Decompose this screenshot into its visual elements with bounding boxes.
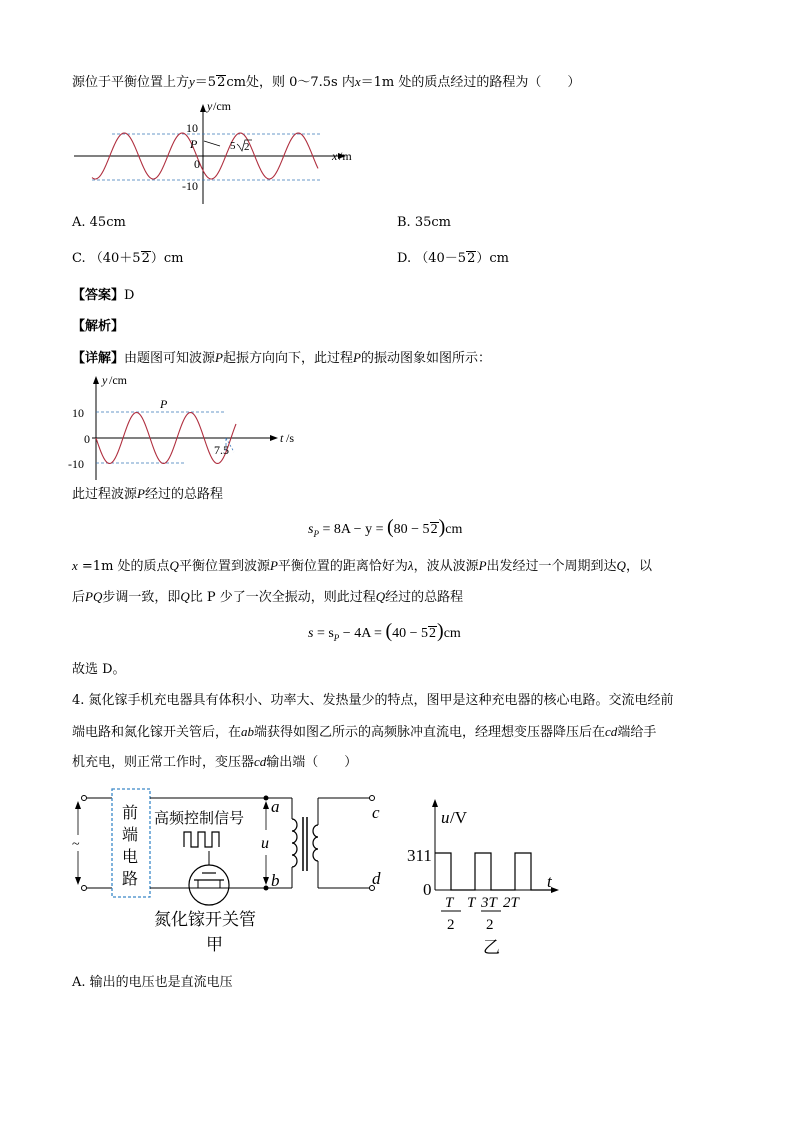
q4-text: 端给手 [617,725,657,740]
paragraph-2 [72,557,652,576]
annotation-sqrt-value: 2 [244,141,250,153]
stem-text: 源位于平衡位置上方 [72,75,190,90]
y-tick-top-2: 10 [72,406,84,420]
y-axis-arrow [200,104,206,112]
y-axis-2-label-var: y [102,373,108,387]
tick-t: T [467,895,476,911]
q4-text: 端电路和氮化镓开关管后，在 [72,725,242,740]
eq2-lparen: ( [385,620,393,642]
vibration-figure [66,368,306,484]
option-d[interactable] [397,250,509,268]
q4-option-a-text: A. 输出的电压也是直流电压 [72,975,233,990]
option-c[interactable] [72,250,183,268]
q4-line-3 [72,753,357,772]
q4-text: 机充电，则正常工作时，变压器 [72,755,255,770]
para-text: 经过的总路程 [385,590,464,605]
var-p: P [137,486,145,501]
para-text: 步调一致，即 [102,590,181,605]
front-circuit-label-2: 端 [122,827,139,844]
label-u: u [261,835,269,852]
point-p-label: P [190,137,198,151]
u-axis-label-var: u [441,808,450,827]
para-text: ，波从波源 [413,559,479,574]
option-d-text: D. （40－ [397,251,458,266]
gan-switch-icon [189,865,229,905]
tick-t-half-num: T [445,895,454,911]
q4-option-a[interactable] [72,974,233,992]
tick-3t-half-num: 3T [481,895,497,911]
ac-symbol: ~ [72,837,80,852]
y-axis-2-label-unit: /cm [109,373,127,387]
point-p-label-2: P [160,397,168,411]
analysis-label: 【解析】 [72,319,125,334]
stem-text: ＝1m 处的质点经过的路程为（ ） [360,75,581,90]
eq2-unit: cm [443,626,461,641]
eq2-rhs: − 4A = [339,626,386,641]
front-circuit-label-1: 前 [122,805,139,822]
annotation-five: 5 [230,140,236,152]
peak-value: 311 [407,846,432,865]
var-pq: PQ [85,589,103,604]
tick-2t: 2T [503,895,519,911]
eq2-rparen: ) [437,620,444,642]
var-ab: ab [241,724,255,739]
detail-text: 由题图可知波源 [124,351,216,366]
node-b [264,886,269,891]
conclusion-text: 故选 D。 [72,662,126,677]
eq2-sub: P [333,632,340,643]
y-axis-2-arrow [93,376,99,384]
figure-jia-caption: 甲 [206,935,223,954]
voltage-arrow-head-top [75,801,81,809]
y-tick-top: 10 [186,121,198,135]
var-p: P [353,350,361,365]
para-text: 经过的总路程 [144,487,223,502]
var-q: Q [616,558,626,573]
var-y: y [189,74,195,89]
eq2-sqrt: 2 [429,626,437,641]
para-text: 比 P 少了一次全振动，则此过程 [189,590,376,605]
t-tick-75: 7.5 [214,443,229,457]
var-p: P [478,558,487,573]
option-b-text: B. 35cm [397,215,451,230]
option-c-text: C. （40＋ [72,251,133,266]
x-axis-label-unit: /m [339,149,352,163]
var-cd: cd [254,754,267,769]
analysis-heading [72,318,124,336]
t-axis-label-unit: /s [286,431,295,445]
eq1-lparen: ( [386,516,394,538]
u-arrow-head-top [263,801,269,809]
eq1-sqrt: 2 [430,522,438,537]
conclusion [72,661,126,679]
x-axis-label-var: x [332,149,338,163]
paragraph-1 [72,485,223,504]
option-d-five: 5 [457,251,467,266]
sqrt-value: 2 [217,75,226,90]
y-tick-zero: 0 [194,157,200,171]
option-c-unit: ）cm [150,251,184,266]
var-cd: cd [605,724,618,739]
wave-figure [70,100,360,210]
secondary-coil [313,825,318,861]
var-p: P [215,350,223,365]
node-a [264,796,269,801]
para-text: =1m 处的质点 [77,559,170,574]
q4-text: 4. 氮化镓手机充电器具有体积小、功率大、发热量少的特点，图甲是这种充电器的核心电路。交流电经前 [72,693,674,708]
eq1-unit: cm [445,522,463,537]
para-text: 平衡位置的距离恰好为 [277,559,408,574]
detail-text: 起振方向向下，此过程 [222,351,353,366]
q4-text: 输出端（ ） [266,755,358,770]
para-text: 出发经过一个周期到达 [486,559,617,574]
paragraph-3 [72,588,463,607]
eq2-s: s [308,626,314,641]
switch-caption: 氮化镓开关管 [154,910,256,929]
u-arrow-head-bottom [263,877,269,885]
t-axis-arrow [270,435,278,441]
question-stem [72,73,580,92]
tick-3t-half-den: 2 [486,917,494,933]
var-lambda: λ [407,558,414,573]
eq1-s: s [308,522,314,537]
control-signal-label: 高频控制信号 [154,811,245,827]
label-d: d [372,869,381,888]
eq1-rparen: ) [438,516,446,538]
label-a: a [271,797,280,816]
y-tick-bottom-2: -10 [68,457,84,471]
circuit-figure [70,785,400,955]
option-a-text: A. 45cm [72,215,126,230]
eq1-rhs: = 8A − y = [318,522,387,537]
option-b[interactable] [397,214,451,232]
option-c-five: 5 [132,251,141,266]
eq1-inner: 80 − 5 [393,522,430,537]
detail-line [72,349,491,368]
q4-text: 端获得如图乙所示的高频脉冲直流电，经理想变压器降压后在 [254,725,606,740]
y-tick-bottom: -10 [182,179,198,193]
pulse-signal-icon [184,832,219,847]
eq1-sub: P [313,528,319,539]
q4-line-1 [72,692,674,710]
pulse-waveform [435,853,555,890]
var-p: P [269,558,278,573]
detail-text: 的振动图象如图所示： [360,351,491,366]
equation-1 [308,516,462,539]
origin-zero: 0 [423,880,432,899]
input-terminal-top [82,796,87,801]
voltage-arrow-head-bottom [75,877,81,885]
equation-2 [308,620,461,643]
answer-label: 【答案】 [72,288,125,303]
u-axis-label-unit: /V [450,808,467,827]
figure-yi-caption: 乙 [483,938,500,957]
option-c-sqrt: 2 [141,251,150,266]
para-text: 后 [72,590,86,605]
label-c: c [372,803,380,822]
stem-text: ＝5 [194,75,217,90]
var-q: Q [180,589,190,604]
var-x: x [354,74,361,89]
primary-coil [292,819,297,867]
front-circuit-label-4: 路 [122,871,139,888]
detail-label: 【详解】 [72,351,125,366]
label-b: b [271,871,280,890]
option-d-unit: ）cm [476,251,509,266]
var-q: Q [375,589,386,604]
pulse-graph-figure [405,795,565,960]
y-tick-zero-2: 0 [84,432,90,446]
option-a[interactable] [72,214,126,232]
output-terminal-c [370,796,375,801]
front-circuit-label-3: 电 [122,849,139,866]
para-text: ，以 [625,559,652,574]
answer-value: D [124,288,135,303]
u-axis-arrow [432,799,438,807]
para-text: 平衡位置到波源 [178,559,270,574]
y-axis-label-unit: /cm [213,100,231,113]
t-axis-label-var: t [280,431,284,445]
stem-text: cm处，则 0～7.5s 内 [226,75,355,90]
option-d-sqrt: 2 [467,251,476,266]
t-axis-3-label: t [547,872,552,891]
eq2-inner: 40 − 5 [392,626,429,641]
para-text: 此过程波源 [72,487,138,502]
eq2-mid: = s [313,626,334,641]
input-terminal-bottom [82,886,87,891]
answer-line [72,287,134,305]
y-axis-label-var: y [207,100,213,113]
var-x: x [72,558,78,573]
var-q: Q [169,558,179,573]
q4-line-2 [72,723,656,742]
tick-t-half-den: 2 [447,917,455,933]
annotation-leader [204,141,220,146]
